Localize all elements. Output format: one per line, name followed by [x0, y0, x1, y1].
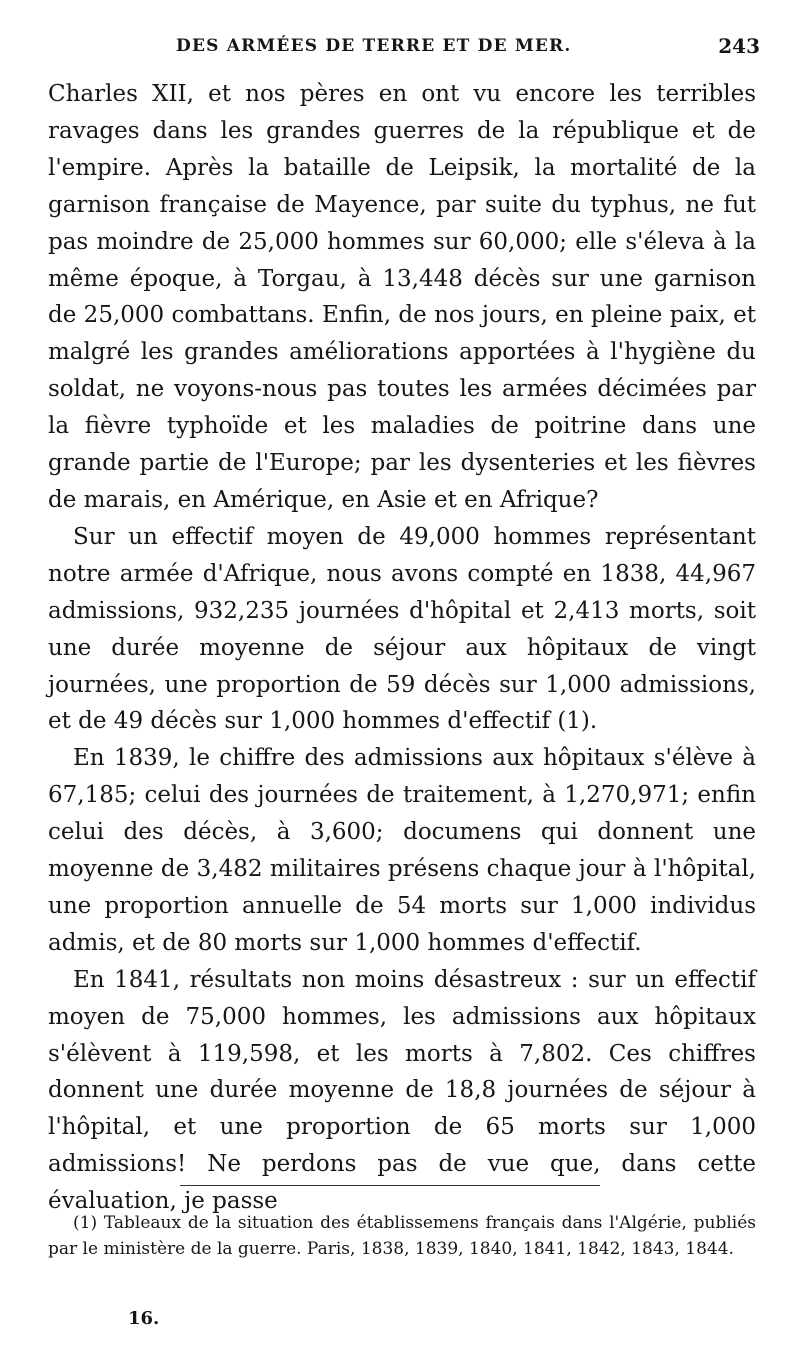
- footnote-divider: [180, 1185, 600, 1186]
- running-title: DES ARMÉES DE TERRE ET DE MER.: [176, 36, 572, 56]
- footnote: [48, 1210, 756, 1262]
- signature-mark: 16.: [128, 1308, 160, 1329]
- body-text: [48, 76, 756, 1220]
- footnote-text: (1) Tableaux de la situation des établissemens français dans l'Algérie, publiés par le ministère de la guerre. Paris, 1838, 1839, 1840, 1841, 1842, 1843, 1844.: [48, 1213, 756, 1259]
- paragraph-2: Sur un effectif moyen de 49,000 hommes représentant notre armée d'Afrique, nous avons compté en 1838, 44,967 admissions, 932,235 journées d'hôpital et 2,413 morts, soit une durée moyenne de séjour aux hôpitaux de vingt journées, une proportion de 59 décès sur 1,000 admissions, et de 49 décès sur 1,000 hommes d'effectif (1).: [48, 523, 756, 735]
- page-number: 243: [718, 34, 760, 58]
- paragraph-4: En 1841, résultats non moins désastreux : sur un effectif moyen de 75,000 hommes, les admissions aux hôpitaux s'élèvent à 119,598, et les morts à 7,802. Ces chiffres donnent une durée moyenne de 18,8 journées de séjour à l'hôpital, et une proportion de 65 morts sur 1,000 admissions! Ne perdons pas de vue que, dans cette évaluation, je passe: [48, 966, 756, 1215]
- running-head: [48, 34, 760, 64]
- paragraph-3: En 1839, le chiffre des admissions aux hôpitaux s'élève à 67,185; celui des journées de traitement, à 1,270,971; enfin celui des décès, à 3,600; documens qui donnent une moyenne de 3,482 militaires présens chaque jour à l'hôpital, une proportion annuelle de 54 morts sur 1,000 individus admis, et de 80 morts sur 1,000 hommes d'effectif.: [48, 745, 756, 956]
- paragraph-1: Charles XII, et nos pères en ont vu encore les terribles ravages dans les grandes guerres de la république et de l'empire. Après la bataille de Leipsik, la mortalité de la garnison française de Mayence, par suite du typhus, ne fut pas moindre de 25,000 hommes sur 60,000; elle s'éleva à la même époque, à Torgau, à 13,448 décès sur une garnison de 25,000 combattans. Enfin, de nos jours, en pleine paix, et malgré les grandes améliorations apportées à l'hygiène du soldat, ne voyons-nous pas toutes les armées décimées par la fièvre typhoïde et les maladies de poitrine dans une grande partie de l'Europe; par les dysenteries et les fièvres de marais, en Amérique, en Asie et en Afrique?: [48, 81, 756, 513]
